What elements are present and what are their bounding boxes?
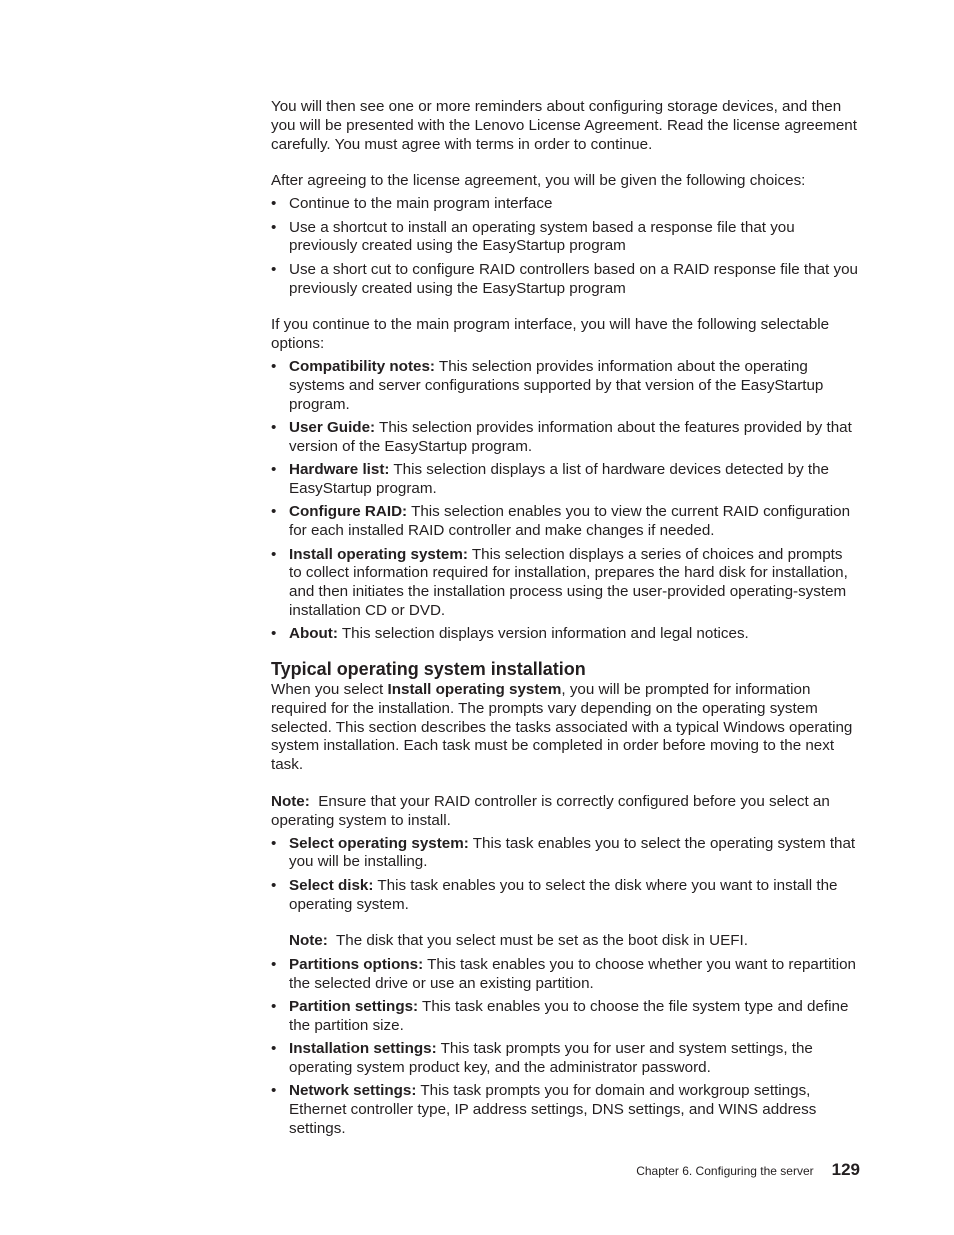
option-desc: This selection displays version information and legal notices. xyxy=(337,625,749,643)
options-list xyxy=(271,358,859,644)
task-desc: This task prompts you for user and system settings, the operating system product key, and the administrator password. xyxy=(289,1040,813,1076)
option-term: Configure RAID: xyxy=(289,503,408,521)
note-label: Note: xyxy=(271,793,310,811)
option-desc: This selection enables you to view the current RAID configuration for each installed RAID controller and make changes if needed. xyxy=(289,503,851,540)
text-span: When you select xyxy=(271,681,388,699)
list-item xyxy=(271,461,859,499)
task-term: Partition settings: xyxy=(289,998,419,1016)
task-desc: This task enables you to choose whether you want to repartition the selected drive or use an existing partition. xyxy=(289,955,856,992)
list-item xyxy=(271,1040,859,1078)
option-desc: This selection displays a series of choices and prompts to collect information required for installation, prepares the hard disk for installation, and then initiates the installation process using the user-provided operating-system installation CD or DVD. xyxy=(289,545,848,619)
task-desc: This task enables you to choose the file system type and define the partition size. xyxy=(289,998,849,1034)
task-desc: This task enables you to select the disk where you want to install the operating system. xyxy=(289,876,838,913)
option-term: Compatibility notes: xyxy=(289,357,435,375)
list-item: • Use a shortcut to install an operating system based a response file that you previously created using the EasyStartup program xyxy=(271,219,859,257)
page-content xyxy=(271,98,859,1157)
task-term: Select operating system: xyxy=(289,834,469,852)
task-desc: This task enables you to select the operating system that you will be installing. xyxy=(289,834,856,871)
sub-note xyxy=(289,932,859,951)
list-item xyxy=(271,503,859,541)
list-item: • Continue to the main program interface xyxy=(271,195,859,214)
choices-intro: After agreeing to the license agreement, you will be given the following choices: xyxy=(271,172,806,190)
option-term: User Guide: xyxy=(289,418,376,436)
list-item xyxy=(271,419,859,457)
note-text: The disk that you select must be set as the boot disk in UEFI. xyxy=(327,932,748,950)
task-term: Partitions options: xyxy=(289,955,424,973)
task-term: Network settings: xyxy=(289,1082,417,1100)
option-desc: This selection provides information about the features provided by that version of the EasyStartup program. xyxy=(289,418,852,455)
task-term: Installation settings: xyxy=(289,1040,437,1058)
footer-chapter: Chapter 6. Configuring the server xyxy=(636,1164,814,1178)
list-item xyxy=(271,546,859,621)
task-term: Select disk: xyxy=(289,876,374,894)
section-heading: Typical operating system installation xyxy=(271,659,586,680)
list-item xyxy=(271,835,859,873)
list-item: • Use a short cut to configure RAID controllers based on a RAID response file that you previously created using the EasyStartup program xyxy=(271,261,859,299)
list-item xyxy=(271,956,859,994)
section-paragraph xyxy=(271,681,859,775)
page-number: 129 xyxy=(831,1160,860,1179)
note-label: Note: xyxy=(289,932,328,950)
option-term: About: xyxy=(289,625,338,643)
bold-term: Install operating system xyxy=(387,681,562,699)
intro-paragraph: You will then see one or more reminders about configuring storage devices, and then you will be presented with the Lenovo License Agreement. Read the license agreement carefully. You must agree with terms in order to continue. xyxy=(271,98,857,153)
option-desc: This selection provides information about the operating systems and server configurations supported by that version of the EasyStartup program. xyxy=(289,357,824,413)
option-term: Hardware list: xyxy=(289,461,390,479)
list-item xyxy=(271,1082,859,1138)
note xyxy=(271,793,859,831)
page-footer xyxy=(626,1160,860,1180)
list-item xyxy=(271,625,859,644)
option-term: Install operating system: xyxy=(289,545,468,563)
task-desc: This task prompts you for domain and workgroup settings, Ethernet controller type, IP address settings, DNS settings, and WINS address settings. xyxy=(289,1082,817,1137)
tasks-list xyxy=(271,835,859,1139)
list-item xyxy=(271,998,859,1036)
list-item xyxy=(271,877,859,951)
option-desc: This selection displays a list of hardware devices detected by the EasyStartup program. xyxy=(289,461,830,497)
list-item xyxy=(271,358,859,414)
choices-list xyxy=(271,195,859,298)
options-intro: If you continue to the main program interface, you will have the following selectable options: xyxy=(271,316,830,353)
text-span: , you will be prompted for information required for the installation. The prompts vary depending on the operating system selected. This section describes the tasks associated with a typical Windows operating system installation. Each task must be completed in order before moving to the next task. xyxy=(271,681,853,774)
note-text: Ensure that your RAID controller is correctly configured before you select an operating system to install. xyxy=(271,793,835,829)
